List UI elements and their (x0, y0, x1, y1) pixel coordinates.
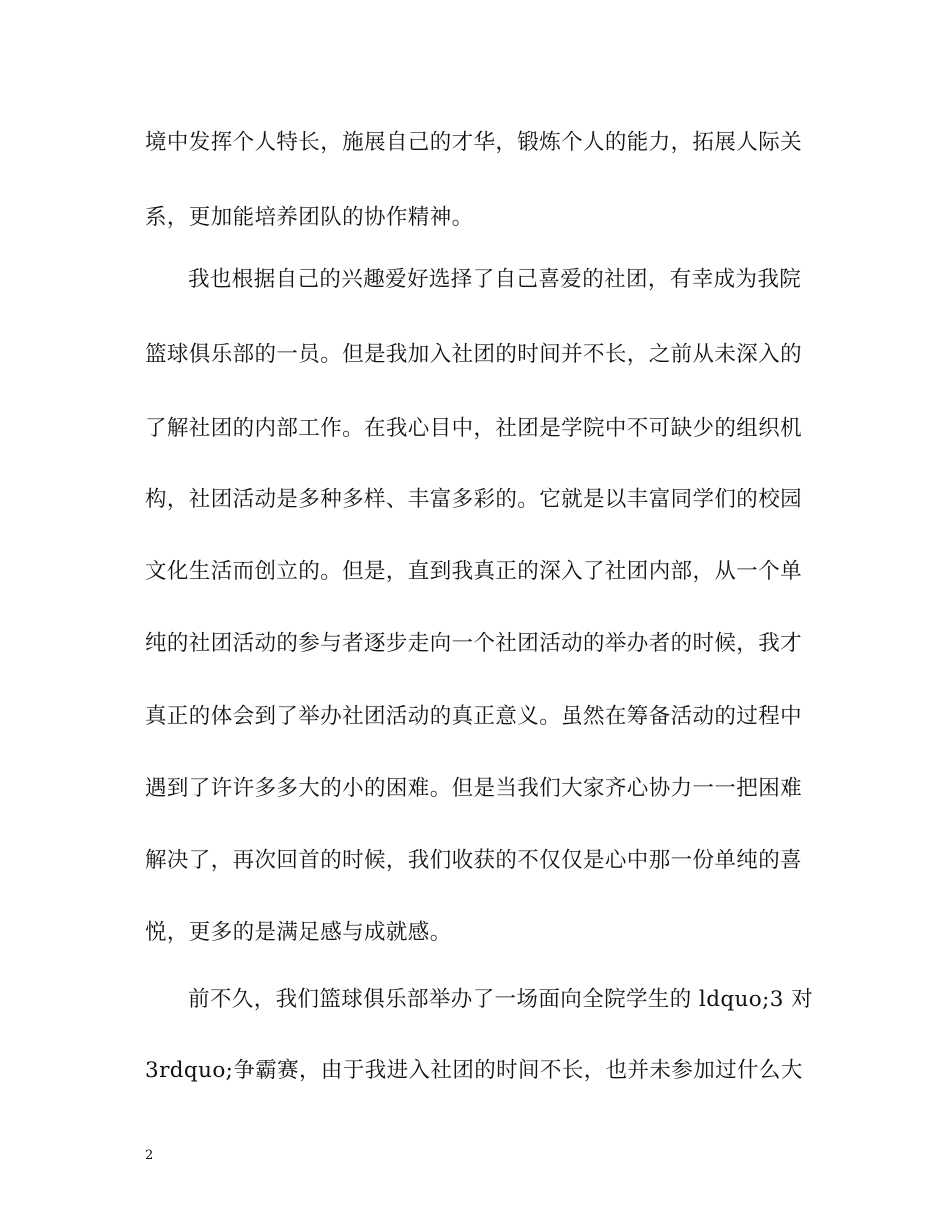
text-line: 构，社团活动是多种多样、丰富多彩的。它就是以丰富同学们的校园 (145, 487, 803, 512)
text-line: 遇到了许许多多大的小的困难。但是当我们大家齐心协力一一把困难 (145, 776, 803, 801)
text-line: 悦，更多的是满足感与成就感。 (145, 920, 452, 945)
paragraph-start-line: 前不久，我们篮球俱乐部举办了一场面向全院学生的 ldquo;3 对 (188, 987, 813, 1012)
text-line: 文化生活而创立的。但是，直到我真正的深入了社团内部，从一个单 (145, 559, 803, 584)
text-line: 篮球俱乐部的一员。但是我加入社团的时间并不长，之前从未深入的 (145, 342, 803, 367)
text-line: 境中发挥个人特长，施展自己的才华，锻炼个人的能力，拓展人际关 (145, 130, 803, 155)
text-line: 解决了，再次回首的时候，我们收获的不仅仅是心中那一份单纯的喜 (145, 848, 803, 873)
page-number: 2 (145, 1148, 154, 1163)
text-line: 真正的体会到了举办社团活动的真正意义。虽然在筹备活动的过程中 (145, 704, 803, 729)
text-line: 了解社团的内部工作。在我心目中，社团是学院中不可缺少的组织机 (145, 416, 803, 441)
text-line: 3rdquo;争霸赛，由于我进入社团的时间不长，也并未参加过什么大 (145, 1058, 803, 1083)
text-line: 纯的社团活动的参与者逐步走向一个社团活动的举办者的时候，我才 (145, 631, 803, 656)
text-line: 系，更加能培养团队的协作精神。 (145, 205, 474, 230)
paragraph-start-line: 我也根据自己的兴趣爱好选择了自己喜爱的社团，有幸成为我院 (188, 267, 802, 292)
